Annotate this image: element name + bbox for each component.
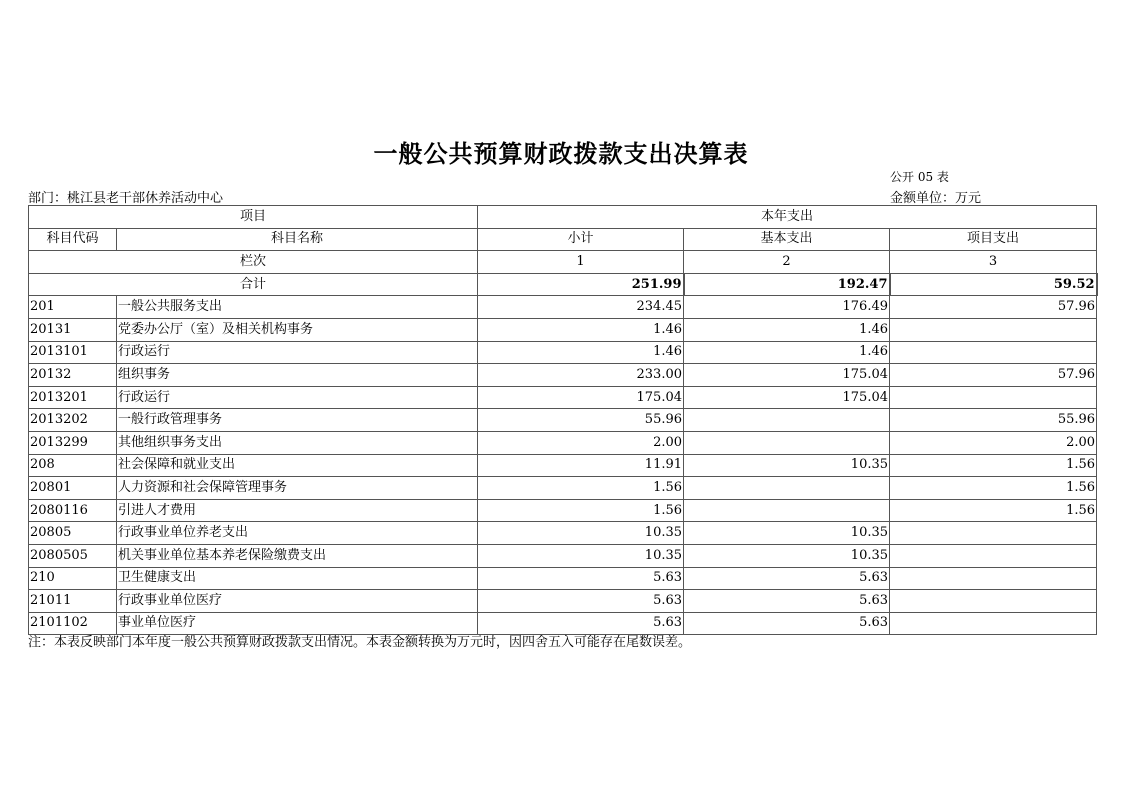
row-name: 其他组织事务支出	[117, 431, 478, 454]
row-project: 55.96	[890, 409, 1097, 432]
row-code: 20801	[29, 477, 117, 500]
row-name: 社会保障和就业支出	[117, 454, 478, 477]
row-basic: 1.46	[684, 341, 890, 364]
row-code: 2013299	[29, 431, 117, 454]
table-row	[29, 454, 1097, 477]
row-code: 2013202	[29, 409, 117, 432]
table-row	[29, 341, 1097, 364]
row-name: 机关事业单位基本养老保险缴费支出	[117, 544, 478, 567]
row-subtotal: 5.63	[478, 612, 684, 635]
header-project: 项目	[29, 206, 478, 229]
row-subtotal: 5.63	[478, 590, 684, 613]
footnote: 注：本表反映部门本年度一般公共预算财政拨款支出情况。本表金额转换为万元时，因四舍五入可能存在尾数误差。	[28, 635, 692, 650]
row-basic	[684, 409, 890, 432]
row-name: 一般行政管理事务	[117, 409, 478, 432]
row-code: 2080116	[29, 499, 117, 522]
row-project	[890, 386, 1097, 409]
row-name: 人力资源和社会保障管理事务	[117, 477, 478, 500]
row-subtotal: 5.63	[478, 567, 684, 590]
table-row	[29, 590, 1097, 613]
column-number-label: 栏次	[29, 251, 478, 274]
row-project: 2.00	[890, 431, 1097, 454]
row-name: 行政事业单位医疗	[117, 590, 478, 613]
row-subtotal: 55.96	[478, 409, 684, 432]
row-basic: 5.63	[684, 567, 890, 590]
row-subtotal: 2.00	[478, 431, 684, 454]
total-basic: 192.47	[684, 273, 890, 296]
header-project-expenditure: 项目支出	[890, 228, 1097, 251]
row-basic: 10.35	[684, 454, 890, 477]
table-row	[29, 522, 1097, 545]
row-project	[890, 318, 1097, 341]
row-subtotal: 1.56	[478, 499, 684, 522]
row-code: 20805	[29, 522, 117, 545]
row-basic: 176.49	[684, 296, 890, 319]
row-name: 一般公共服务支出	[117, 296, 478, 319]
row-name: 引进人才费用	[117, 499, 478, 522]
header-row-2	[29, 228, 1097, 251]
table-row	[29, 409, 1097, 432]
row-project: 57.96	[890, 296, 1097, 319]
row-project: 1.56	[890, 477, 1097, 500]
row-code: 2080505	[29, 544, 117, 567]
row-name: 组织事务	[117, 364, 478, 387]
row-project	[890, 522, 1097, 545]
row-basic	[684, 477, 890, 500]
row-basic	[684, 499, 890, 522]
row-project: 1.56	[890, 454, 1097, 477]
row-project	[890, 612, 1097, 635]
table-row	[29, 296, 1097, 319]
row-code: 201	[29, 296, 117, 319]
header-current-year: 本年支出	[478, 206, 1097, 229]
row-project: 57.96	[890, 364, 1097, 387]
header-subtotal: 小计	[478, 228, 684, 251]
header-basic: 基本支出	[684, 228, 890, 251]
table-row	[29, 386, 1097, 409]
row-code: 208	[29, 454, 117, 477]
column-number-row	[29, 251, 1097, 274]
row-basic: 10.35	[684, 522, 890, 545]
row-subtotal: 233.00	[478, 364, 684, 387]
header-row-1	[29, 206, 1097, 229]
total-row	[29, 273, 1097, 296]
table-row	[29, 364, 1097, 387]
form-number: 公开 05 表	[890, 170, 949, 184]
column-number-3: 3	[890, 251, 1097, 274]
table-row	[29, 544, 1097, 567]
column-number-2: 2	[684, 251, 890, 274]
row-name: 党委办公厅（室）及相关机构事务	[117, 318, 478, 341]
row-project	[890, 590, 1097, 613]
column-number-1: 1	[478, 251, 684, 274]
total-project: 59.52	[890, 273, 1097, 296]
row-basic: 175.04	[684, 364, 890, 387]
row-name: 行政运行	[117, 341, 478, 364]
table-row	[29, 318, 1097, 341]
expenditure-table	[28, 205, 1098, 635]
row-code: 2101102	[29, 612, 117, 635]
row-basic: 5.63	[684, 612, 890, 635]
page-title: 一般公共预算财政拨款支出决算表	[373, 139, 749, 168]
header-name: 科目名称	[117, 228, 478, 251]
row-name: 事业单位医疗	[117, 612, 478, 635]
row-code: 20132	[29, 364, 117, 387]
table-row	[29, 477, 1097, 500]
header-code: 科目代码	[29, 228, 117, 251]
row-project	[890, 544, 1097, 567]
row-code: 21011	[29, 590, 117, 613]
row-subtotal: 234.45	[478, 296, 684, 319]
row-basic: 10.35	[684, 544, 890, 567]
row-basic: 175.04	[684, 386, 890, 409]
row-code: 20131	[29, 318, 117, 341]
row-subtotal: 175.04	[478, 386, 684, 409]
row-name: 卫生健康支出	[117, 567, 478, 590]
total-label: 合计	[29, 273, 478, 296]
row-subtotal: 11.91	[478, 454, 684, 477]
row-code: 2013101	[29, 341, 117, 364]
total-subtotal: 251.99	[478, 273, 684, 296]
row-name: 行政运行	[117, 386, 478, 409]
table-row	[29, 431, 1097, 454]
row-subtotal: 10.35	[478, 544, 684, 567]
row-subtotal: 1.46	[478, 318, 684, 341]
row-code: 210	[29, 567, 117, 590]
row-project: 1.56	[890, 499, 1097, 522]
row-project	[890, 567, 1097, 590]
table-row	[29, 499, 1097, 522]
department-label: 部门：桃江县老干部休养活动中心	[28, 191, 224, 206]
row-basic: 5.63	[684, 590, 890, 613]
row-basic: 1.46	[684, 318, 890, 341]
row-name: 行政事业单位养老支出	[117, 522, 478, 545]
row-subtotal: 1.46	[478, 341, 684, 364]
row-subtotal: 1.56	[478, 477, 684, 500]
row-code: 2013201	[29, 386, 117, 409]
row-basic	[684, 431, 890, 454]
amount-unit-label: 金额单位：万元	[890, 191, 982, 206]
table-row	[29, 567, 1097, 590]
row-subtotal: 10.35	[478, 522, 684, 545]
row-project	[890, 341, 1097, 364]
